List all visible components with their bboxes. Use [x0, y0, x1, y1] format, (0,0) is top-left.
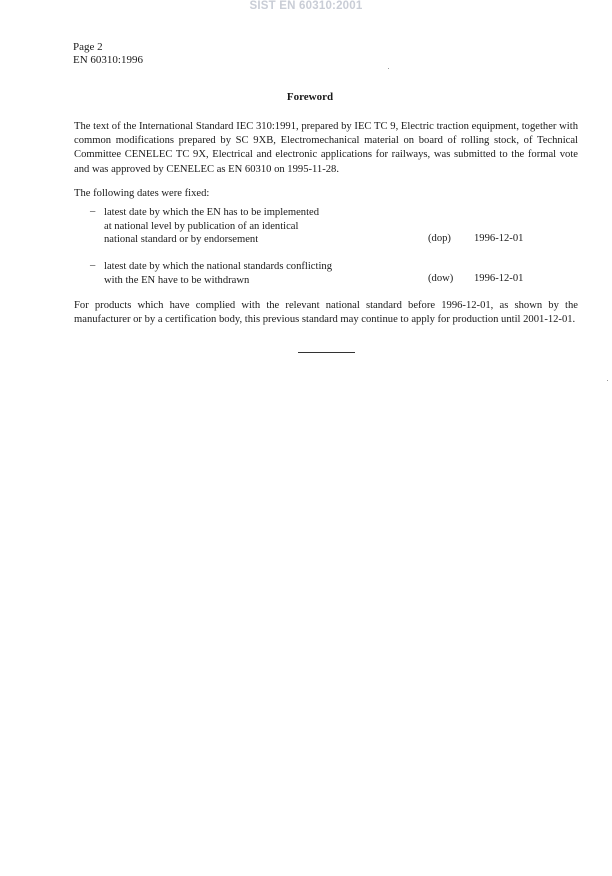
dates-intro: The following dates were fixed:: [74, 188, 210, 199]
section-title: Foreword: [286, 91, 334, 103]
date-item-description: [104, 260, 404, 287]
page-header: [73, 41, 143, 67]
description-line: latest date by which the national standards conflicting: [104, 261, 332, 272]
date-code: (dop): [428, 233, 451, 244]
description-line: at national level by publication of an identical: [104, 220, 299, 232]
date-item-description: [104, 206, 404, 247]
date-value: 1996-12-01: [474, 233, 524, 244]
page-number: Page 2: [73, 41, 103, 53]
description-line: latest date by which the EN has to be implemented: [104, 207, 320, 218]
list-dash: –: [90, 260, 96, 271]
closing-paragraph: For products which have complied with the relevant national standard before 1996-12-01, as shown by the manufacturer or by a certification body, this previous standard may continue to apply for production until 2001-12-01.: [74, 300, 578, 326]
list-dash: –: [90, 206, 96, 217]
standard-number: EN 60310:1996: [73, 54, 143, 66]
date-value: 1996-12-01: [474, 273, 524, 284]
description-line: national standard or by endorsement: [104, 234, 259, 245]
scan-speck: [388, 68, 389, 69]
date-code: (dow): [428, 273, 454, 284]
scan-speck: [607, 380, 608, 381]
end-rule: [298, 352, 355, 353]
description-line: with the EN have to be withdrawn: [104, 274, 250, 286]
intro-paragraph: The text of the International Standard IEC 310:1991, prepared by IEC TC 9, Electric traction equipment, together with common modifications prepared by SC 9XB, Electromechanical material on board of rolling stock, of Technical Committee CENELEC TC 9X, Electrical and electronic applications for railways, was submitted to the formal vote and was approved by CENELEC as EN 60310 on 1995-11-28.: [74, 121, 578, 175]
watermark: SIST EN 60310:2001: [249, 0, 363, 12]
